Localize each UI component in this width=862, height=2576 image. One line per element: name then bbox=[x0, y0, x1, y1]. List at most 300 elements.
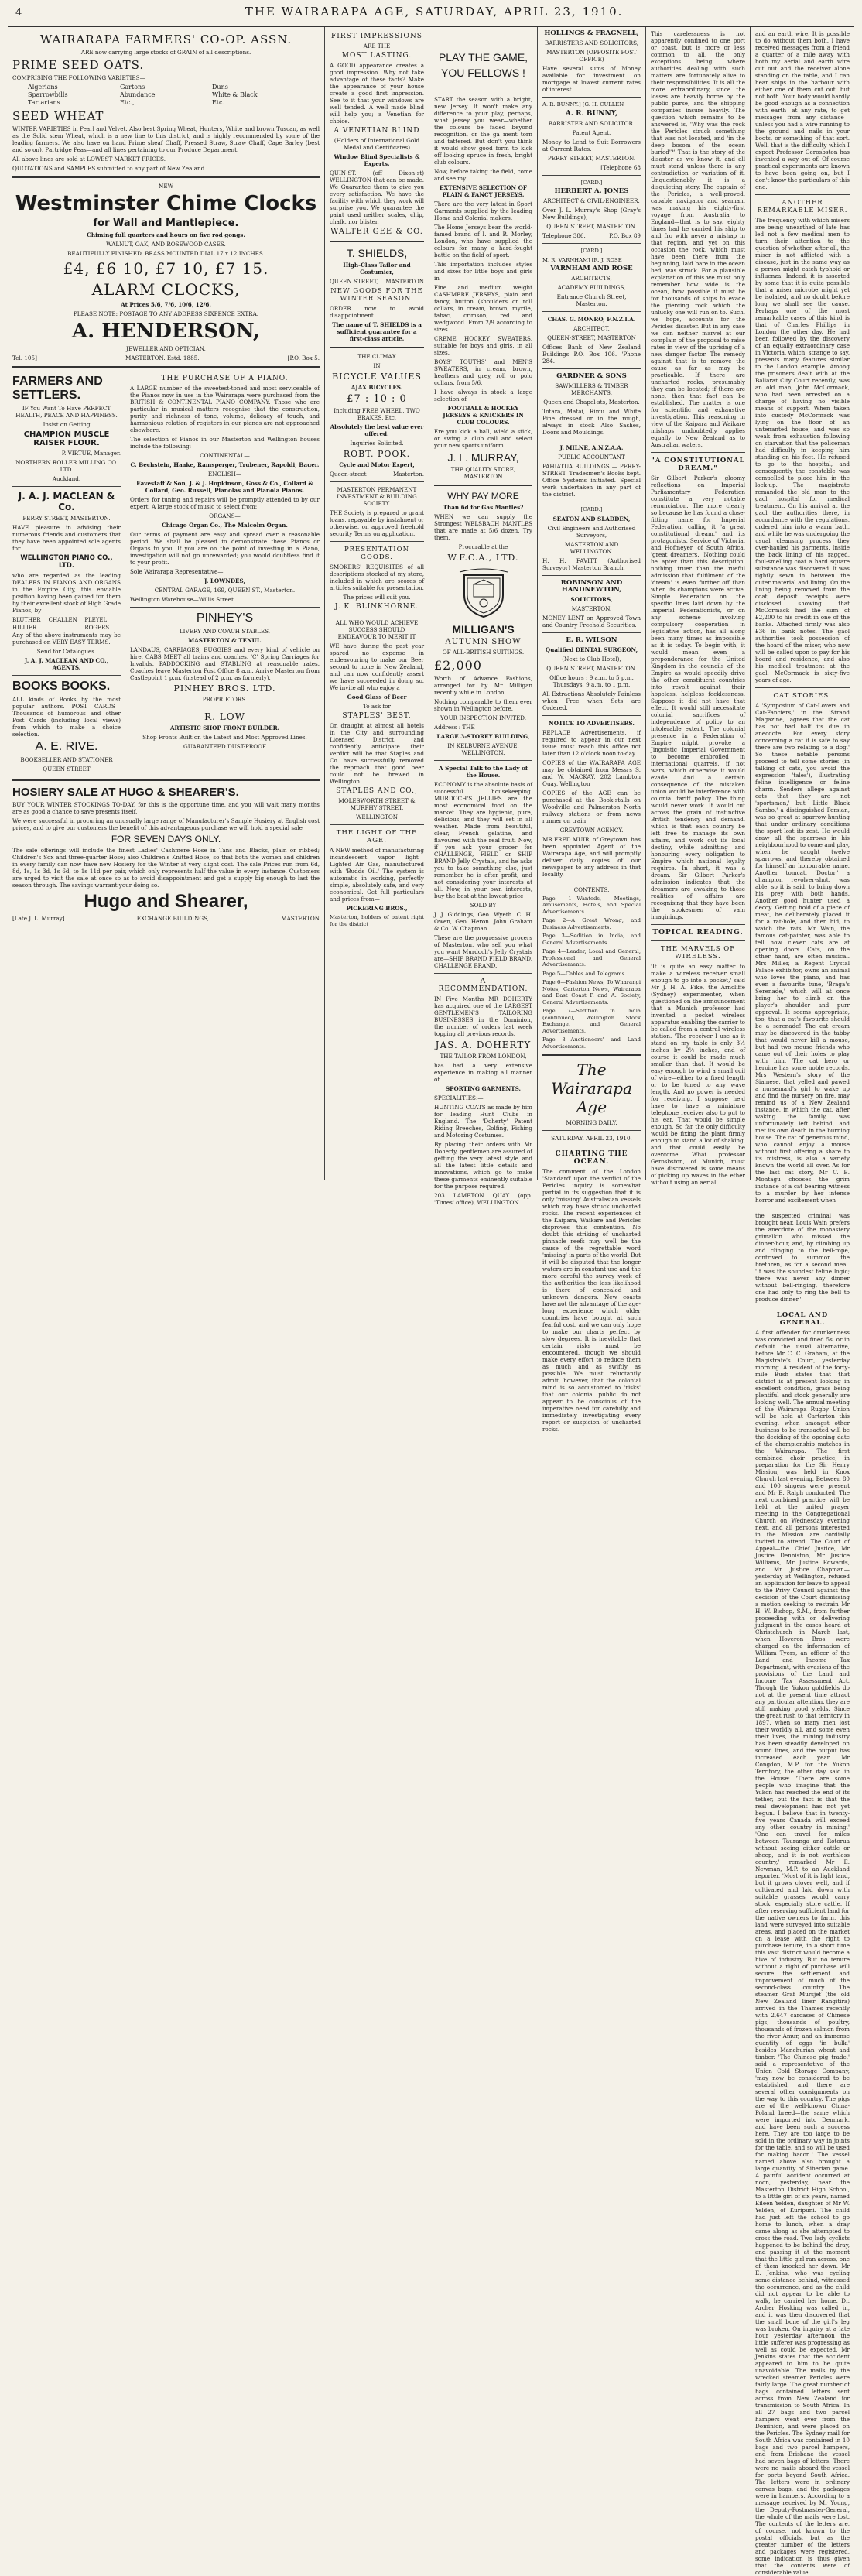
doherty-text3: HUNTING COATS as made by him for leading Hunt Clubs in England. The 'Doherty' Patent Riding Breeches, Golfing, Fishing and Motoring Costumes. bbox=[434, 1104, 532, 1139]
jones-addr: QUEEN STREET, MASTERTON. bbox=[546, 223, 637, 230]
seaton-text: H. H. FAVITT (Authorised Surveyor) Masterton Branch. bbox=[542, 557, 641, 571]
jelly-ad bbox=[434, 765, 532, 969]
shields-street: QUEEN STREET, bbox=[330, 278, 378, 285]
wireless-text: 'It is quite an easy matter to make a wireless receiver small enough to go into a pocket,' said Mr J. H. A. Fike, the Arncliffe (Sydney) experimenter, when questioned on the announcement that a Munich professor had invented a pocket wireless apparatus enabling the carrier to be called from a central wireless station. 'The receiver I use as it stand on my table is only 3½ inches by 2½ inches, and of course it could be made much smaller than that. It would be easy enough to wind a small coil of wire—either to a fixed length or to be tuned to any wave length. And no power is needed for receiving. I suppose he'd have to have a miniature telephone receiver also to put to his ear. That would be simple enough. So far the only difficulty would be fixing the plant firmly enough to stand a lot of shaking, and that could easily be overcome. What professor Gerosbston, of Munich, must have discovered is some means of picking up waves in the ether without using an aerial bbox=[651, 963, 745, 1186]
pickering-addr: Masterton, holders of patent right for the district bbox=[330, 914, 424, 927]
variety: Algerians bbox=[28, 84, 58, 91]
monro-card bbox=[542, 316, 641, 365]
monro-offices: Offices—Bank of New Zealand Buildings P.O. Box 106. 'Phone 284. bbox=[542, 344, 641, 365]
impressions-ad bbox=[330, 33, 424, 236]
doherty-text4: By placing their orders with Mr Doherty, gentlemen are assured of getting the very latest style and all the latest little details and innovations, which go to make these garments eminently suitable for the purpose required. bbox=[434, 1141, 532, 1190]
column-2 bbox=[325, 27, 429, 1180]
robinson-text: MONEY LENT on Approved Town and Country Freehold Securities. bbox=[542, 614, 641, 629]
staples-text2: On draught at almost all hotels in the City and surrounding Licensed District, and confidently anticipate their verdict will be that Staples and Co. have successfully removed the reproach that good beer could not be brewed in Wellington. bbox=[330, 722, 424, 785]
contents-item: Page 7—Sedition in India (continued), Wellington Stock Exchange, and General Advertisements. bbox=[542, 1008, 641, 1034]
bunny-title: A. R. BUNNY, bbox=[565, 109, 618, 118]
farmers-quotations: QUOTATIONS and SAMPLES submitted to any part of New Zealand. bbox=[12, 165, 207, 172]
notice-section bbox=[542, 720, 641, 878]
contents-section bbox=[542, 886, 641, 1050]
contents-item: Page 5—Cables and Telegrams. bbox=[542, 970, 627, 977]
climax-in: IN bbox=[373, 362, 381, 369]
jones-card bbox=[542, 180, 641, 240]
climax-price: £7 : 10 : 0 bbox=[347, 393, 407, 405]
low-name: R. LOW bbox=[204, 711, 245, 722]
milligan-title: MILLIGAN'S bbox=[452, 623, 515, 635]
piano-orders: Orders for tuning and repairs will be promptly attended to by our expert. A large stock of music to select from: bbox=[130, 496, 320, 510]
impressions-text: A GOOD appearance creates a good impression. Why not take advantage of these facts? Make the appearance of your house create a good first impression. See to it that your windows are well tended. A well made blind will help you; a Venetian for choice. bbox=[330, 62, 424, 125]
doherty-text2: has had a very extensive experience in making all manner of bbox=[434, 1062, 532, 1083]
bunny-names: A. R. BUNNY.] [G. H. CULLEN bbox=[542, 101, 624, 108]
doherty-name: JAS. A. DOHERTY bbox=[435, 1040, 532, 1050]
maker: BLUTHER bbox=[12, 617, 41, 623]
robinson-town: MASTERTON. bbox=[571, 605, 612, 612]
doherty-title: A RECOMMENDATION. bbox=[438, 978, 528, 993]
pinhey-title: PINHEY'S bbox=[196, 611, 254, 625]
settlers-manager: P. VIRTUE, Manager. bbox=[61, 450, 121, 457]
staples-beer: Good Glass of Beer bbox=[347, 694, 407, 701]
monro-sub: ARCHITECT, bbox=[573, 325, 610, 332]
variety: Gartons bbox=[120, 84, 145, 91]
doherty-addr: 203 LAMBTON QUAY (opp. 'Times' office), WELLINGTON. bbox=[434, 1192, 532, 1206]
farmers-ad bbox=[12, 33, 320, 172]
contents-item: Page 8—Auctioneers' and Land Advertisements. bbox=[542, 1036, 641, 1050]
building-text: THE Society is prepared to grant loans, repayable by instalment or otherwise, on approved freehold security Terms on application. bbox=[330, 509, 424, 537]
building-ad bbox=[330, 486, 424, 537]
maclean-title: J. A. J. MACLEAN & Co. bbox=[18, 491, 115, 512]
ocean-text: The comment of the London 'Standard' upon the verdict of the Pericles inquiry is somewhat partial in its suggestion that it is only 'missing' Australasian vessels which may have struck uncharted rocks. The recent experiences of the Kaipara, Waikare and Pericles disproves this contention. No doubt this striking of uncharted pinnacle reefs may well be the cause of the regrettable word 'missing' in parts of the world. But it will be disputed that the longer waters are in constant use and the more careful the survey work of the authorities the less likelihood is there of concealed and unknown dangers. New coasts have not the advantage of the age-long experience which older countries have bought at such fearful cost, and we can only hope to make our charts perfect by slow degrees. It is inevitable that certain risks must be encountered, though we should make every effort to reduce them as much and as swiftly as possible. We must reluctantly admit, however, that the colonial mind is so accustomed to 'risks' that our colonial public do not appear to be conscious of the imperative need for carefully and immediately investigating every report or suspicion of uncharted rocks. bbox=[542, 1168, 641, 1433]
variety: Sparrowbills bbox=[28, 91, 68, 98]
staples-addr: MOLESWORTH STREET & MURPHY STREET, bbox=[338, 797, 416, 811]
seaton-card bbox=[542, 506, 641, 571]
ocean-article bbox=[542, 1150, 641, 1433]
low-sub: Shop Fronts Built on the Latest and Most Approved Lines. bbox=[142, 734, 307, 741]
wheat-text: WINTER VARIETIES in Pearl and Velvet. Also best Spring Wheat, Hunters, White and brown Tuscan, as well as the Solid stem Wheat, which is a new line to this district, and is highly recommended by some of the leading farmers. We also have on hand Prime sheaf Chaff, Pressed Straw, Straw Chaff, Cape Barley (best and so on), Partridge Peas—and all lines pertaining to our Produce Department. bbox=[12, 125, 320, 153]
bunny-card bbox=[542, 101, 641, 171]
page-number: 4 bbox=[15, 7, 22, 19]
variety: Abundance bbox=[120, 91, 156, 98]
cat-title: CAT STORIES. bbox=[773, 692, 832, 700]
varnham-sub: ARCHITECTS, bbox=[571, 275, 612, 282]
newspaper-title: THE WAIRARAPA AGE, SATURDAY, APRIL 23, 1910. bbox=[245, 5, 624, 19]
settlers-ad bbox=[12, 375, 121, 482]
notice-text2: COPIES of the WAIRARAPA AGE may be obtained from Messrs S. and W. MACKAY, 202 Lambton Quay, Wellington bbox=[542, 759, 641, 787]
varnham-title: VARNHAM AND ROSE bbox=[550, 265, 633, 272]
doherty-sub: THE TAILOR FROM LONDON, bbox=[440, 1053, 527, 1060]
pook-town: Masterton. bbox=[392, 471, 424, 478]
settlers-product: CHAMPION MUSCLE RAISER FLOUR. bbox=[23, 430, 110, 447]
jones-box: P.O. Box 89 bbox=[609, 232, 641, 239]
column-5 bbox=[646, 27, 751, 1186]
bunny-addr: PERRY STREET, MASTERTON. bbox=[547, 154, 636, 162]
hollings-title: HOLLINGS & FRAGNELL, bbox=[544, 29, 639, 37]
shields-order: ORDER now to avoid disappointment. bbox=[330, 305, 424, 319]
milligan-ad bbox=[434, 623, 532, 756]
settlers-mills: NORTHERN ROLLER MILLING CO. LTD. bbox=[15, 459, 118, 473]
newspaper-flag: The Wairarapa Age bbox=[551, 1060, 632, 1116]
jones-tel: Telephone 386. bbox=[542, 232, 586, 239]
pinhey-sub: LIVERY AND COACH STABLES, bbox=[179, 628, 271, 635]
piano-rep: Sole Wairarapa Representative— bbox=[130, 568, 224, 575]
milligan-sub: AUTUMN SHOW bbox=[445, 638, 522, 646]
masthead bbox=[8, 5, 854, 27]
blind-title: A VENETIAN BLIND bbox=[334, 127, 420, 135]
pook-street: Queen-street bbox=[330, 471, 367, 478]
jelly-title: A Special Talk to the Lady of the House. bbox=[439, 765, 528, 779]
hosiery-text2: We were successful in procuring an unusually large range of Manufacturer's Sample Hosiery at English cost prices, and to give our customers the benefit of this advantageous purchase we will hold a special sale bbox=[12, 817, 320, 831]
doherty-ad bbox=[434, 978, 532, 1206]
light-ad bbox=[330, 829, 424, 927]
clocks-finish: BEAUTIFULLY FINISHED, BRASS MOUNTED DIAL 17 x 12 INCHES. bbox=[67, 250, 265, 257]
variety: Duns bbox=[212, 84, 228, 91]
play-jerseys: FOOTBALL & HOCKEY JERSEYS & KNICKERS IN CLUB COLOURS. bbox=[443, 405, 524, 426]
play-text10: Ere you kick a ball, wield a stick, or swing a club call and select your new sports uniform. bbox=[434, 428, 532, 449]
maker: ROGERS bbox=[84, 625, 110, 631]
hosiery-days: FOR SEVEN DAYS ONLY. bbox=[111, 834, 221, 844]
wfca-name: W.F.C.A., LTD. bbox=[447, 553, 519, 563]
column-4 bbox=[538, 27, 646, 1433]
monro-title: CHAS. G. MONRO, F.N.Z.I.A. bbox=[547, 316, 636, 323]
jones-sub: ARCHITECT & CIVIL-ENGINEER. bbox=[543, 197, 640, 204]
climax-incl: Including FREE WHEEL, TWO BRAKES, Etc. bbox=[334, 407, 420, 421]
play-text7: CREME HOCKEY SWEATERS, suitable for boys and girls, in all sizes. bbox=[434, 335, 532, 356]
varnham-card-label: [CARD.] bbox=[580, 248, 603, 254]
play-text9: I have always in stock a large selection of bbox=[434, 389, 532, 402]
notice-title: NOTICE TO ADVERTISERS. bbox=[549, 719, 635, 727]
climax-values: BICYCLE VALUES bbox=[332, 372, 422, 382]
play-text4: The Home Jerseys bear the world-famed brand of I. and R. Morley, London, who have supplied the colours for many a hard-fought battle on the field of sport. bbox=[434, 224, 532, 259]
staples-ask: To ask for bbox=[363, 703, 391, 710]
play-selection: EXTENSIVE SELECTION OF PLAIN & FANCY JERSEYS. bbox=[440, 184, 527, 198]
piano-rep-addr: CENTRAL GARAGE, 169, QUEEN ST., Masterton. bbox=[154, 587, 296, 594]
staples-town: WELLINGTON bbox=[355, 814, 399, 820]
rive-name: A. E. RIVE. bbox=[35, 740, 98, 753]
bunny-sub: BARRISTER AND SOLICITOR. bbox=[548, 119, 635, 127]
low-ad bbox=[130, 711, 320, 750]
rive-street: QUEEN STREET bbox=[43, 766, 91, 772]
varnham-names: M. R. VARNHAM] [R. J. ROSE bbox=[542, 256, 622, 263]
hugo-exchange: EXCHANGE BUILDINGS, bbox=[136, 915, 210, 922]
milne-sub: PUBLIC ACCOUNTANT bbox=[558, 454, 625, 461]
notice-text4: MR FRED MUIR, of Greytown, has been appointed Agent of the Wairarapa Age, and will promptly deliver daily copies of our newspaper to any address in that locality. bbox=[542, 835, 641, 878]
shields-name: T. SHIELDS, bbox=[346, 247, 408, 259]
contents-item: Page 4—Leader, Local and General, Professional and General Advertisements. bbox=[542, 948, 641, 968]
climax-ad bbox=[330, 353, 424, 478]
hugo-town: MASTERTON bbox=[281, 915, 320, 922]
murray-name: J. L. MURRAY, bbox=[447, 451, 519, 464]
building-title: MASTERTON PERMANENT INVESTMENT & BUILDING SOCIETY. bbox=[337, 486, 417, 507]
hollings-addr: MASTERTON (OPPOSITE POST OFFICE) bbox=[546, 49, 637, 63]
settlers-insist: Insist on Getting bbox=[43, 421, 91, 428]
flag-sub: MORNING DAILY. bbox=[566, 1119, 617, 1126]
shields-sub: High-Class Tailor and Costumier, bbox=[343, 262, 411, 276]
contents-item: Page 3—Sedition in India, and General Advertisements. bbox=[542, 933, 641, 946]
oats-sub: COMPRISING THE FOLLOWING VARIETIES— bbox=[12, 74, 145, 81]
hosiery-ad bbox=[12, 786, 320, 922]
why-sub: Than 6d for Gas Mantles? bbox=[443, 504, 524, 511]
contents-item: Page 6—Fashion News, To Wharangi Notes, Carterton News, Wairarapa and East Coast P. and A. Society, General Advertisements. bbox=[542, 979, 641, 1005]
piano-text: A LARGE number of the sweetest-toned and most serviceable of the Pianos now in use in the Wairarapa were purchased from the BRITISH & CONTINENTAL PIANO COMPANY. Those who are particular in musical matters recognise that the construction, purity and richness of tone, volume, delicacy of touch, and harmonious relation of registers in our pianos are not approached elsewhere. bbox=[130, 385, 320, 433]
contents-item: Page 1—Wanteds, Meetings, Amusements, Hotels, and Special Advertisements. bbox=[542, 895, 641, 915]
light-text: A NEW method of manufacturing incandescent vapor light—Lighted Air Gas, manufactured with 'Budds Oil.' The system is automatic in working, perfectly simple, absolutely safe, and very economical. Get full particulars and prices from— bbox=[330, 847, 424, 903]
jones-card-label: [CARD.] bbox=[580, 179, 603, 186]
robinson-title: ROBINSON AND HANDNEWTON, bbox=[560, 578, 623, 594]
ocean-continued: This carelessness is not apparently confined to one port or coast, but is more or less common to all, the only exceptions being where authorities dealing with such matters are fortunately alive to their responsibilities. It is all the more extraordinary, since the losses are heavily borne by the public purse, and the shipping companies insure heavily. The question which remains to be answered is, 'Why was the rock the Pericles struck something that was not located, and 'in the deep bosom of the ocean buried'?' That is the story of the disaster as we know it, and all must stand unless there is any contradiction or variation of it. Unquestionably it is a disquieting story. The captain of the Pericles, a well-proved, capable navigator and seaman, was making his eighty-first voyage from Australia to England—that is to say, eighty times had he carried his ship to and fro with never a mishap in that region, and yet on this occasion the rock, which must have been there from the beginning, laid bare in the ocean bed, was struck. For a plausible explanation of this we must only remember how wide is the ocean, how possible it must be for thousands of ships to evade the piercing rock which the unlucky one will run on to. Such, we hope, accounts for the Pericles disaster. But in any case we can neither marvel at our complain of the proposal to raise rates in view of the uprising of a new danger factor. The remedy against that is to remove the cause as far as may be practicable. If there are uncharted rocks, presumably they can be located; if there are none, then that fact can be established. The matter is one for scientific and exhaustive investigation. This reasoning in view of the Kaipara and Waikare mishaps undoubtedly applies equally to New Zealand as to Australian waters. bbox=[651, 30, 745, 448]
staples-ad bbox=[330, 619, 424, 820]
pinhey-addr: MASTERTON & TENUI. bbox=[188, 637, 262, 644]
books-ad bbox=[12, 680, 121, 772]
piano-title: THE PURCHASE OF A PIANO. bbox=[161, 375, 289, 382]
clocks-title: Westminster Chime Clocks bbox=[15, 192, 317, 215]
low-text: ARTISTIC SHOP FRONT BUILDER. bbox=[169, 724, 280, 731]
play-text: START the season with a bright, new Jersey. It won't make any difference to your play, perhaps, what jersey you wear—whether the colours be faded beyond recognition, or the ga ment torn and tattered. But don't you think it would show good form to kick off looking spruce in fresh, bright club colours. bbox=[434, 96, 532, 166]
maclean-text3: Any of the above instruments may be purchased on VERY EASY TERMS. bbox=[12, 632, 121, 646]
cat-continued: the suspected criminal was brought near. Louis Wain prefers the anecdote of the monastery grimalkin who missed the dinner-hour, and, by climbing up and clinging to the bell-rope, contrived to summon the brethren, as for a second meal. 'It was the soundest feline logic; there was never any dinner without bell-ringing, therefore one had only to ring the bell to produce dinner.' bbox=[755, 1212, 850, 1303]
robinson-card bbox=[542, 580, 641, 629]
doherty-text: IN Five Months MR DOHERTY has acquired one of the LARGEST GENTLEMEN'S TAILORING BUSINESSES in the Dominion, the number of orders last week topping all previous records. bbox=[434, 995, 532, 1037]
piano-continental-makers: C. Bechstein, Haake, Ramsperger, Trubener, Rapoldi, Bauer. bbox=[130, 461, 320, 468]
shields-new-goods: NEW GOODS FOR THE WINTER SEASON. bbox=[330, 287, 423, 303]
piano-text2: The selection of Pianos in our Masterton and Wellington houses include the following:— bbox=[130, 436, 320, 450]
maclean-company: WELLINGTON PIANO CO., LTD. bbox=[20, 554, 113, 570]
staples-best: STAPLES' BEST, bbox=[342, 712, 412, 720]
milligan-addr: LARGE 3-STOREY BUILDING, bbox=[436, 733, 530, 740]
notice-text: REPLACE Advertisements, if required to appear in our next issue must reach this office not later than 12 o'clock noon to-day bbox=[542, 728, 641, 757]
column-3 bbox=[429, 27, 538, 1206]
variety: White & Black bbox=[212, 91, 258, 98]
hosiery-title: HOSIERY SALE AT HUGO & SHEARER'S. bbox=[12, 786, 239, 799]
books-title: BOOKS BOOKS. bbox=[12, 680, 111, 693]
henderson-tel: Tel. 105] bbox=[12, 355, 37, 361]
oat-varieties bbox=[12, 84, 320, 107]
farmers-title: WAIRARAPA FARMERS' CO-OP. ASSN. bbox=[39, 33, 292, 46]
maker: CHALLEN bbox=[48, 617, 77, 623]
wilson-hours: Office hours : 9 a.m. to 5 p.m. Thursdays, 9 a.m. to 1 p.m. bbox=[549, 673, 634, 688]
jelly-sold: —SOLD BY— bbox=[464, 902, 502, 909]
maclean-catalogues: Send for Catalogues. bbox=[36, 648, 97, 655]
variety: Etc. bbox=[212, 99, 225, 106]
seaton-addr: MASTERTON AND WELLINGTON. bbox=[564, 540, 619, 555]
milligan-amount: £2,000 bbox=[434, 658, 482, 673]
maclean-agents: J. A. J. MACLEAN AND CO., AGENTS. bbox=[24, 657, 109, 671]
wireless-continued: and an earth wire. It is possible to do without them both. I have received messages from a friend a quarter of a mile away with both my aerial and earth wire cut out and the receiver alone standing on the table, and I can hear ships in the harbour with either one of them cut out, but not both. Your body would hardly be good enough as a connection with earth—at any rate, to get messages from any distance—unless you had a wire running to the ground and nails in your boots, or something of that sort. Well, that is the difficulty which I expect Professor Gerosbston has invented a way out of. Of course practical experiments are known to have been going on, but I don't know the particulars of this one.' bbox=[755, 30, 850, 190]
presentation-prices: The prices will suit you. bbox=[343, 594, 411, 601]
contents-title: CONTENTS. bbox=[573, 886, 610, 893]
wilson-next: (Next to Club Hotel), bbox=[562, 655, 621, 663]
maclean-ad bbox=[12, 491, 121, 671]
play-text5: This importation includes styles and sizes for little boys and girls in— bbox=[434, 261, 532, 282]
milligan-addr-label: Address : THE bbox=[434, 724, 475, 731]
piano-ad bbox=[130, 375, 320, 603]
jones-name: HERBERT A. JONES bbox=[554, 187, 629, 195]
shields-ad bbox=[330, 247, 424, 342]
blind-text: QUIN-ST. (off Dixon-st) WELLINGTON that can be made. We Guarantee them to give you every satisfaction. We have the facility with which they work will surprise you. We guarantee the paint used neither scales, chip, chalk, nor blister. bbox=[330, 170, 424, 225]
piano-organs: ORGANS— bbox=[209, 512, 241, 519]
pinhey-owners: PINHEY BROS. LTD. bbox=[173, 683, 276, 694]
milne-title: J. MILNE, A.N.Z.A.A. bbox=[559, 444, 624, 451]
shields-town: MASTERTON bbox=[385, 278, 424, 285]
wireless-title: THE MARVELS OF WIRELESS. bbox=[660, 945, 736, 961]
jelly-text2: These are the progressive grocers of Masterton, who sell you what you want Murdoch's Jelly Crystals are—SHIP BRAND FIELD BRAND, CHALLENGE BRAND. bbox=[434, 934, 532, 969]
play-text6: Fine and medium weight CASHMERE JERSEYS, plain and fancy, button (shoulders or roll collars, in cream, brown, myrtle, tabac, crimson, red and wedgwood. From 2/9 according to sizes. bbox=[434, 284, 532, 333]
staples-firm: STAPLES AND CO., bbox=[336, 787, 418, 795]
henderson-name: A. HENDERSON, bbox=[72, 320, 260, 343]
staples-text: WE have during the past year spared no expense in endeavouring to make our Beer second to none in New Zealand, and can now confidently assert we have succeeded in doing so. We invite all who enjoy a bbox=[330, 642, 424, 691]
blinkhorne-name: J. K. BLINKHORNE. bbox=[334, 603, 419, 611]
pook-name: ROBT. POOK. bbox=[343, 449, 411, 459]
rive-sub: BOOKSELLER AND STATIONER bbox=[20, 756, 113, 763]
piano-makers bbox=[12, 616, 121, 632]
wilson-card bbox=[542, 637, 641, 711]
gardner-addr: Queen and Chapel-sts, Masterton. bbox=[543, 399, 640, 406]
monro-addr: QUEEN-STREET, MASTERTON bbox=[547, 334, 636, 341]
play-title: PLAY THE GAME, YOU FELLOWS ! bbox=[438, 51, 528, 79]
piano-warehouse: Wellington Warehouse—Willis Street. bbox=[130, 596, 236, 603]
column-6 bbox=[751, 27, 854, 2576]
farmers-intro: ARE now carrying large stocks of GRAIN of all descriptions. bbox=[80, 49, 251, 56]
maker: PLEYEL bbox=[84, 617, 108, 623]
notice-text3: COPIES of the AGE can be purchased at the Book-stalls on Woodville and Palmerston North railway stations or from news runner on train bbox=[542, 789, 641, 824]
piano-rep-name: J. LOWNDES, bbox=[204, 577, 245, 584]
ocean-title: CHARTING THE OCEAN. bbox=[555, 1150, 628, 1166]
clocks-postage: PLEASE NOTE: POSTAGE TO ANY ADDRESS SIXPENCE EXTRA. bbox=[73, 310, 259, 317]
clocks-desc: Chiming full quarters and hours on five rod gongs. bbox=[87, 231, 245, 238]
variety: Tartarians bbox=[28, 99, 60, 106]
doherty-special: SPECIALITIES:— bbox=[434, 1094, 484, 1101]
maclean-text2: who are regarded as the leading DEALERS IN PIANOS AND ORGANS in the Empire City, this enviable position having been gained for them by their excellent stock of High Grade Pianos, by bbox=[12, 572, 121, 614]
seaton-card-label: [CARD.] bbox=[580, 506, 603, 512]
presentation-title: PRESENTATION GOODS. bbox=[344, 546, 410, 561]
settlers-city: Auckland. bbox=[52, 475, 81, 482]
piano-continental: CONTINENTAL— bbox=[200, 452, 250, 459]
piano-english: ENGLISH— bbox=[207, 471, 242, 478]
clocks-cases: WALNUT, OAK, AND ROSEWOOD CASES. bbox=[106, 241, 226, 248]
hollings-sub: BARRISTERS AND SOLICITORS, bbox=[544, 39, 639, 46]
varnham-card bbox=[542, 248, 641, 307]
climax-ajax: AJAX BICYCLES. bbox=[351, 384, 403, 391]
henderson-sub: JEWELLER AND OPTICIAN, bbox=[126, 345, 206, 352]
milne-card bbox=[542, 444, 641, 498]
gardner-sub: SAWMILLERS & TIMBER MERCHANTS, bbox=[555, 382, 628, 396]
impressions-sub2: MOST LASTING. bbox=[341, 52, 412, 60]
play-ad bbox=[434, 50, 532, 480]
bunny-text: Money to Lend to Suit Borrowers at Current Rates. bbox=[542, 138, 641, 152]
variety: Etc., bbox=[120, 99, 135, 106]
milligan-text: Worth of Advance Fashions, arranged for by Mr Milligan recently while in London. bbox=[434, 675, 532, 696]
hollings-text: Have several sums of Money available for investment on mortgage at lowest current rates of interest. bbox=[542, 65, 641, 93]
piano-terms: Our terms of payment are easy and spread over a reasonable period. We shall be pleased to demonstrate these Pianos or Organs to you. If you are on the point of investing in a Piano, investigation will not go unrewarded; you would doubtless find it to your profit. bbox=[130, 531, 320, 566]
maker: HILLIER bbox=[12, 625, 37, 631]
piano-english-makers: Eavestaff & Son, J. & J. Hopkinson, Goss & Co., Collard & Collard, Geo. Russell, Pianolas and Pianola Pianos. bbox=[136, 480, 313, 494]
maclean-text: HAVE pleasure in advising their numerous friends and customers that they have been appointed sole agents for bbox=[12, 524, 121, 552]
presentation-ad bbox=[330, 546, 424, 611]
notice-greytown: GREYTOWN AGENCY. bbox=[559, 826, 624, 834]
milne-text: PAHIATUA BUILDINGS — PERRY-STREET. Tradesmen's Books kept. Office Systems initiated. Special work undertaken in any part of the district. bbox=[542, 463, 641, 498]
hugo-name: Hugo and Shearer, bbox=[84, 891, 248, 912]
farmers-prices: All above lines are sold at LOWEST MARKET PRICES. bbox=[12, 156, 166, 163]
hosiery-text3: The sale offerings will include the finest Ladies' Cashmere Hose in Tans and Blacks, plain or ribbed; Children's Sox and three-quarter Hose; also Children's Knitted Hose, so that both the women and children in every family can now have new Hosiery for the Winter at very slight cost. The sale Prices run from 6d, 8d, 1s, 1s 3d, 1s 6d, to 1s 11d per pair, which only represents half the value in every instance. Customers are urged to visit the sale at once so as to avoid disappointment and get a supply big enough to last the season through. The savings warrant your doing so. bbox=[12, 847, 320, 889]
seaton-sub: Civil Engineers and Authorised Surveyors, bbox=[547, 524, 636, 539]
flag-date: SATURDAY, APRIL 23, 1910. bbox=[551, 1135, 632, 1142]
miser-title: ANOTHER REMARKABLE MISER. bbox=[757, 199, 848, 214]
settlers-title: FARMERS AND SETTLERS. bbox=[12, 375, 103, 402]
play-text2: Now, before taking the field, come and see my bbox=[434, 168, 532, 182]
henderson-address: MASTERTON. Estd. 1885. bbox=[125, 355, 200, 361]
settlers-text: IF You Want To Have PERFECT HEALTH, PEACE AND HAPPINESS. bbox=[15, 405, 118, 419]
climax-best: Absolutely the best value ever offered. bbox=[330, 423, 424, 437]
piano-organ-makers: Chicago Organ Co., The Malcolm Organ. bbox=[162, 522, 288, 529]
topical-title: TOPICAL READING. bbox=[652, 929, 744, 937]
presentation-text: SMOKERS' REQUISITES of all descriptions stocked at my store, included in which are scores of articles suitable for presentation. bbox=[330, 564, 424, 591]
wilson-addr: QUEEN STREET, MASTERTON. bbox=[546, 664, 637, 672]
play-text3: There are the very latest in Sport Garments supplied by the leading Home and Colonial makers. bbox=[434, 200, 532, 221]
clocks-new: NEW bbox=[159, 183, 173, 190]
gee-name: WALTER GEE & CO. bbox=[330, 228, 423, 236]
why-procure: Procurable at the bbox=[458, 543, 508, 550]
hollings-card bbox=[542, 30, 641, 93]
oats-title: PRIME SEED OATS. bbox=[12, 58, 145, 72]
light-title: THE LIGHT OF THE AGE. bbox=[336, 829, 418, 844]
books-text: ALL kinds of Books by the most popular authors. POST CARDS—Thousands of humorous and other Post Cards (including local views) from which to make a choice selection. bbox=[12, 696, 121, 738]
shields-guarantee: The name of T. SHIELDS is a sufficient guarantee for a first-class article. bbox=[332, 321, 422, 342]
milligan-crest-icon bbox=[434, 566, 532, 620]
wilson-text: All Extractions Absolutely Painless when Free when Sets are Ordered. bbox=[542, 690, 641, 711]
pinhey-ad bbox=[130, 611, 320, 703]
dream-text: Sir Gilbert Parker's gloomy reflections on Imperial Parliamentary Federation constitute a very notable renunciation. The more clearly so because he has found a close-fitting name for Imperial Federation, calling it 'a great constitutional dream,' and its protagonists, Service of Victoria, and Hofmeyer, of South Africa, 'great dreamers.' Nothing could be apter than this description, nothing truer than the rueful admission that fulfilment of the 'dream' is even further off than when its champions were active. Simple Federation on the specific lines laid down by the Imperial Federationists, or on any scheme involving compulsory cooperation in legislative action, has all along been many times as impossible as it is today. To begin with, it would mean even a preponderance for the United Kingdom in the councils of the Empire as would speedily drive the other constituent countries into revolt against their hopeless, helpless fecklessness. Suppose it did not have that effect. It would still necessitate colonial sacrifices of independence of policy to an intolerable extent. The colonial presence in a Federation of Empire might provoke a Jingoistic Imperial Government to become embroiled in international quarrels, if not wars, which otherwise it would evade. And a certain consequence of the mistaken union would be interference with colonial tariff policy. The thing would never work. It would cut across the grain of instinctive British tendency and demand, which is that each country be left free to manage its own affairs, and work out its local destiny, while admitting and honouring every obligation to Empire which national loyalty requires. In short, it was a dream. Sir Gilbert Parker's admission indicates that the dreamers are awaking to those realities of affairs are recognising that they have been the spokesmen of vain imaginings. bbox=[651, 474, 745, 920]
pook-sub: Cycle and Motor Expert, bbox=[339, 461, 415, 468]
jones-text: Over J. L. Murray's Shop (Gray's New Buildings), bbox=[542, 207, 641, 221]
gardner-card bbox=[542, 373, 641, 436]
seaton-title: SEATON AND SLADDEN, bbox=[552, 515, 631, 522]
why-title: WHY PAY MORE bbox=[447, 491, 519, 502]
henderson-box: [P.O. Box 5. bbox=[287, 355, 320, 361]
impressions-sub: ARE THE bbox=[363, 43, 391, 50]
robinson-sub: SOLICITORS, bbox=[570, 595, 613, 603]
murray-sub: THE QUALITY STORE, MASTERTON bbox=[450, 466, 516, 480]
bunny-tel: [Telephone 68 bbox=[600, 163, 641, 171]
milligan-inspect: YOUR INSPECTION INVITED. bbox=[440, 714, 527, 721]
low-guarantee: GUARANTEED DUST-PROOF bbox=[183, 743, 267, 750]
milligan-street: IN KELBURNE AVENUE, WELLINGTON. bbox=[447, 742, 519, 756]
hosiery-text: BUY YOUR WINTER STOCKINGS TO-DAY, for this is the opportune time, and you will wait many months are as good a chance to save presents itself. bbox=[12, 801, 320, 815]
jelly-text: ECONOMY is the absolute basis of successful housekeeping. MURDOCH'S JELLIES are the most economical food on the market. They are hygienic, pure, delicious, and they will set in all weather. Made from beautiful, clear, French gelatine, and flavoured with the real fruit. Now, if you ask your grocer for CHALLENGE, FIELD or SHIP BRAND Jelly Crystals, and he asks you to take something else, just remember he is after profit, and not considering your interests at all. Now, in your own interests, buy the best at the lowest price bbox=[434, 781, 532, 899]
pinhey-prop: PROPRIETORS. bbox=[202, 696, 248, 703]
cat-text: A 'Symposium of Cat-Lovers and Cat-Fanciers,' in the 'Strand Magazine,' agrees that the cat has not had half its due in anecdote. 'For every story concerning a cat it is safe to say there are two relating to a dog.' So these notable persons proceed to tell some stories (in talking of cats, you avoid the expression 'tales'), illustrating feline intelligence or feline charm. Senders allege against cats that they are not 'sportsmen,' but 'Little Black Sambo,' a distinguished Persian, was so great at sparrow-hunting that under ordinary conditions the sport lost its zest. He would draw all the sparrows in his neighbourhood to come and play, when he caught twelve sparrows, and thereby obtained for himself an honourable name. Another tomcat, 'Doctor,' a champion revolver-shot, was able, so it is said, to bring down his prey with both hands. Another good hunter used a decoy. Getting hold of a piece of meat, he deliberately placed it for a rat-hole, and then hid, to watch the rats. Mr Wain, the famous cat-painter, was able to tell how clever cats are at opening doors. Cats, on the other hand, are often musical. Mrs Miller, a Regent Crystal Palace exhibitor, owns an animal who loves the piano, and has even a favourite tune, 'Braga's Serenade,' which will at once bring her to climb on the player's shoulder and purr approval. It seems appropriate, too, that a cat's favourite should be a serenade! The cat cream may be discovered in the tabby that would never kill a mouse, but had two mouse friends who came out of their holes to play with him. The cat hero or heroine has some noble records. Mrs Western's story of the Siamese, that yelled and pawed a nursemaid's girl to wake up and find the nursery on fire, may remind us of a New Zealand instance, in which the cat, after waking the family, was unfortunately left behind, and met its own death in the burning house. The cat of generous mind, who cannot enjoy a mouse without first offering a share to its mistress, is also a variety known the world all over. As for the last cat story, Mr C. B. Montagu chooses the grim instance of a cat bearing witness to a murder by her intense horror and excitement when bbox=[755, 702, 850, 1204]
wilson-sub: Qualified DENTAL SURGEON, bbox=[545, 646, 638, 653]
doherty-sporting: SPORTING GARMENTS. bbox=[445, 1085, 522, 1092]
miser-text: The frequency with which misers are being unearthed of late has led not a few medical men to turn their attention to the question of whether, after all, the miser is not afflicted with a disease, just in the same way as a person might catch typhoid or influenza. Indeed, it is asserted by some that it is quite possible that a miser microbe might yet be isolated, and no doubt before long we shall see the cause. Perhaps one of the most remarkable cases of this kind is that of Charles Phillips in London the other day. He had been followed by the discovery of an equally extraordinary case in Victoria, which, strange to say, presents many features similar to the London example. Among the prisoners dealt with at the Ballarat City Court recently, was an old man, John McCormack, who had been arrested on a charge of having no visible means of support. When taken into custody McCormack was lying on the floor of an untenanted house, and was so weak from exhaustion following on starvation that the policeman had difficulty in keeping him standing on his feet. He refused to go to the hospital, and consequently the constable was compelled to place him in the lock-up. The magistrate remanded the old man to the gaol hospital for medical treatment. On his arrival at the gaol the authorities there, in accordance with the regulations, ordered him into a warm bath, and while he was undergoing the usual cleansing process they over-hauled his garments. Inside the back lining of his ragged, foul-smelling coat a hard square substance was discovered. It was tightly sewn in between the outer material and lining. On the lining being removed from the coat, deposit receipts were disclosed showing that McCormack had the sum of £2,200 to his credit in one of the banks. Attached firmly was also £36 in bank notes. The gaol authorities took possession of the hoard of the miser, who now will be called upon to pay for his board and residence, and also his medical treatment at the gaol. McCormack is sixty-five years of age. bbox=[755, 217, 850, 683]
dream-title: "A CONSTITUTIONAL DREAM." bbox=[651, 457, 745, 472]
contents-item: Page 2—A Great Wrong, and Business Advertisements. bbox=[542, 917, 641, 930]
mantles-ad bbox=[434, 491, 532, 563]
gardner-title: GARDNER & SONS bbox=[556, 372, 627, 380]
jelly-sellers: J. J. Giddings, Geo. Wyeth. C. H. Owen, Geo. Heron. John Graham & Co. W. Chapman. bbox=[434, 911, 532, 932]
impressions-title: FIRST IMPRESSIONS bbox=[331, 33, 422, 40]
column-1 bbox=[8, 27, 325, 1180]
clocks-prices: £4, £6 10, £7 10, £7 15. bbox=[63, 259, 269, 278]
climax-enq: Inquiries Solicited. bbox=[350, 440, 404, 447]
local-title: LOCAL AND GENERAL. bbox=[776, 1311, 829, 1327]
alarm-title: ALARM CLOCKS, bbox=[91, 280, 241, 299]
milligan-sub2: OF ALL-BRITISH SUITINGS. bbox=[442, 649, 525, 656]
varnham-addr: Entrance Church Street, Masterton. bbox=[556, 293, 627, 307]
clocks-ad bbox=[12, 183, 320, 361]
maclean-street: PERRY STREET, MASTERTON. bbox=[22, 515, 111, 522]
bunny-agent: Patent Agent. bbox=[572, 128, 611, 136]
alarm-prices: At Prices 5/6, 7/6, 10/6, 12/6. bbox=[121, 301, 211, 308]
clocks-sub: for Wall and Mantlepiece. bbox=[93, 218, 239, 229]
play-text8: BOYS' TOUTHS' and MEN'S SWEATERS, in cream, brown, heathers and grey, roll or polo collars, from 5/6. bbox=[434, 358, 532, 386]
local-text: A first offender for drunkenness was convicted and fined 5s, or in default the usual alternative, before Mr C. C. Graham, at the Magistrate's Court, yesterday morning. A resident of the forty-mile Bush states that that district is at present looking in excellent condition, grass being plentiful and stock generally are looking well. The annual meeting of the Wairarapa Rugby Union will be held at Carterton this evening, when amongst other business to be transacted will be the deciding of the opening date of the championship matches in the Wairarapa. The first combined choir practice, in preparation for the Sir Henry Mission, was held in Knox Church last evening. Between 80 and 100 singers were present and Mr E. Ralph conducted. The next combined practice will be held at the united prayer meeting in the Congregational Church on Wednesday evening next, and all persons interested in the Mission are cordially invited to attend. The Court of Appeal—the Chief Justice, Mr Justice Denniston, Mr Justice Williams, Mr Justice Edwards, and Mr Justice Chapman—yesterday at Wellington, refused an application for leave to appeal to the Privy Council against the decision of the Court dismissing a motion seeking to restrain Mr H. W. Bishop, S.M., from further proceeding with or delivering judgment in the cases heard at Christchurch in March last, when Hoveron Bros. were charged on the information of William Tyers, an officer of the Land and Income Tax Department, with evasions of the provisions of the Land and Income Tax Assessment Act. Though the Yukon goldfields do not at the present time attract any particular attention, they are still making good yields. Since the great rush to that territory in 1897, when so many men lost their worldly all, and some even their lives, the mining industry has been steadily developed on sound lines, and the output has increased each year. Mr Congdon, M.P. for the Yukon Territory, the other day said in the House: 'There are some people who imagine that the Yukon has reached the end of its tether, but the fact is that the real development has not yet begun. I believe that in twenty-five years Canada will exceed any other country in mining.' 'One can travel for miles between Tauranga and Rotorua without seeing either cattle or sheep, and it is not worthless country,' remarked Mr E. Newman, M.P. to an Auckland reporter. 'Most of it is light land, but it grows clover well, and if cultivated and laid down with suitable grasses would carry stock, especially store cattle. If after reserving sufficient land for the native owners to farm, this land were surveyed into suitable areas, and placed on the market on a lease with the right to purchase tenure, in a short time this vast district would become a hive of industry. But no tenure without a right of purchase will secure the settlement and improvement of much of the second-class country.' The steamer Graf Mursjef (the old New Zealand liner Rangitira) arrived in the Thames recently with 2,647 carcases of Chinese pigs, thousands of poultry, thousands of frozen salmon from the river Amur, and an immense quantity of eggs 'in bulk,' besides Manchurian wheat and timber. 'The Chinese pig trade,' said a representative of the Union Cold Storage Company, 'may now be considered to be established, and there are several other consignments on the way to this country. The pigs are of the well-known China-Poland breed—the same which were imported into Denmark, and have been such a success here. They are too large to be sold in the ordinary way in joints for the table, and so will be used for making bacon.' The vessel named above also brought a large quantity of Siberian game. A painful accident occurred at noon, yesterday, near the Masterton District High School, to a little girl of six years, named Eileen Yelden, daughter of Mr W. Yelden, of Kuripuni. The child had just left the school to go home to lunch, when a dray came along as she attempted to cross the road. Two lady cyclists happened to be behind the dray, and passing it at the moment that the little girl ran across, one of them knocked her down. Mr E. Jenkins, who was cycling some distance behind, witnessed the occurrence, and as the child did not appear to be able to walk, he carried her home. Dr. Archer Hosking was called in, and it was then discovered that the small bone of the girl's leg was broken. On inquiry at a late hour yesterday afternoon the little sufferer was progressing as well as could be expected. Mr Jenkins states that the accident appeared to him to be quite unavoidable. The mails by the wrecked steamer Pericles were fairly large. The great number of bags contained letters sent across from New Zealand for transmission to South Africa. In all 27 bags and two parcel hampers went over from the Dominion, and were placed on the Pericles. The Sydney mail for South Africa was contained in 10 bags and two parcel hampers, and from Brisbane the vessel had seven bags of letters. There were no mails aboard the vessel for ports beyond South Africa. The letters were in ordinary canvas bags, and the packages were in hampers. According to a message received by Mr Young, the Deputy-Postmaster-General, the whole of the mails were lost. The contents of the letters are, of course, not known to the postal officials, but as the greater number of the letters and packages were registered, some indication is thus given that the contents were of considerable value. bbox=[755, 1329, 850, 2576]
